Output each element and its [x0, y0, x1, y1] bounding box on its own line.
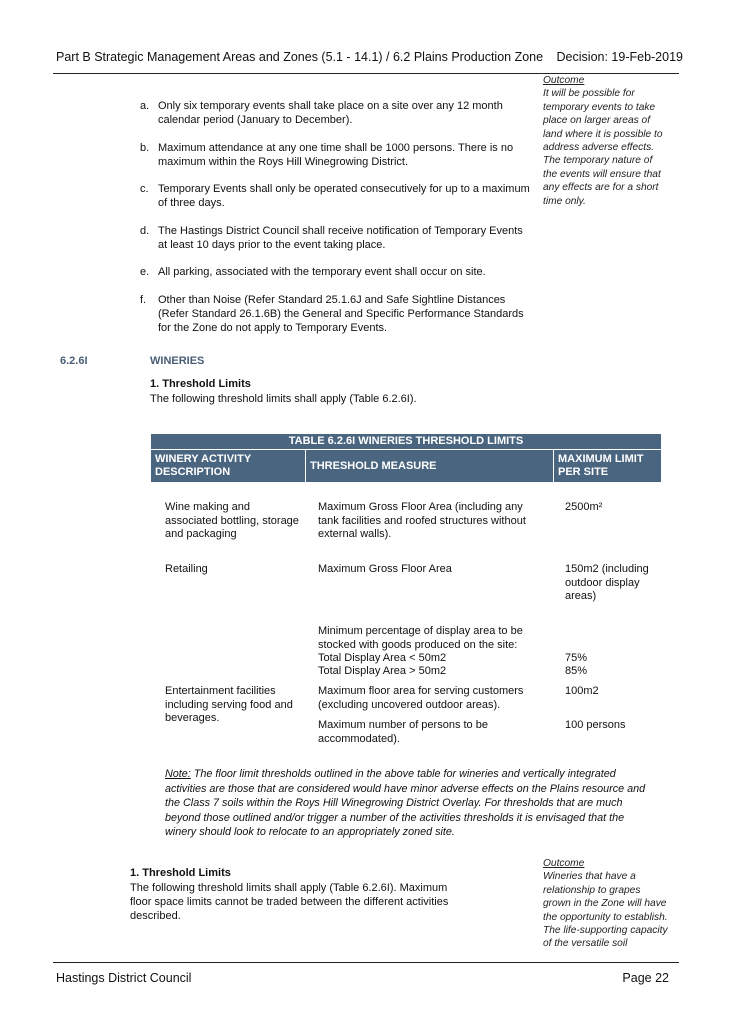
measure-display-large: Total Display Area > 50m2: [318, 665, 447, 677]
limit-winemaking: 2500m²: [565, 501, 603, 513]
decision-date: Decision: 19-Feb-2019: [556, 50, 683, 64]
measure-display: Minimum percentage of display area to be stocked with goods produced on the site:: [318, 625, 523, 651]
page-header-title: Part B Strategic Management Areas and Zones (5.1 - 14.1) / 6.2 Plains Production Zone: [56, 50, 544, 64]
list-item: e. All parking, associated with the temporary event shall occur on site.: [140, 266, 486, 278]
measure-entertainment-area: Maximum floor area for serving customers (excluding uncovered outdoor areas).: [318, 685, 524, 711]
table-title: TABLE 6.2.6I WINERIES THRESHOLD LIMITS: [151, 434, 661, 450]
outcome-note-top: [543, 74, 669, 208]
limit-entertainment-persons: 100 persons: [565, 719, 626, 731]
list-item: b. Maximum attendance at any one time shall be 1000 persons. There is no maximum within the Roys Hill Winegrowing District.: [140, 141, 514, 168]
section-number: 6.2.6I: [60, 355, 88, 367]
section-title: WINERIES: [150, 355, 205, 367]
column-header-activity: WINERY ACTIVITY DESCRIPTION: [151, 450, 306, 482]
temporary-events-conditions: [140, 99, 530, 348]
note-text: The floor limit thresholds outlined in the above table for wineries and vertically integrated activities are those that are considered would have minor adverse effects on the Plains resource and the Class 7 soils within the Roys Hill Winegrowing District Overlay. For thresholds that are much beyond those outlined and/or trigger a number of the activities thresholds it is envisaged that the winery should look to relocate to an appropriately zoned site.: [165, 768, 646, 839]
measure-retailing: Maximum Gross Floor Area: [318, 563, 452, 575]
table-header-row: [151, 450, 661, 482]
column-header-limit: MAXIMUM LIMIT PER SITE: [558, 453, 644, 478]
page-number: Page 22: [622, 971, 669, 985]
limit-retailing: 150m2 (including outdoor display areas): [565, 563, 649, 602]
note-label: Note:: [165, 768, 191, 780]
lower-threshold-subheading: 1. Threshold Limits: [130, 867, 231, 879]
threshold-subheading: 1. Threshold Limits: [150, 378, 251, 390]
limit-display-large: 85%: [565, 665, 588, 677]
list-item: f. Other than Noise (Refer Standard 25.1.6J and Safe Sightline Distances (Refer Standard 26.1.6B) the General and Specific Performance Standards for the Zone do not apply to Temporary Events.: [140, 293, 524, 334]
table-note: [165, 767, 653, 840]
footer-council-name: Hastings District Council: [56, 971, 192, 985]
measure-entertainment-persons: Maximum number of persons to be accommodated).: [318, 719, 488, 745]
footer-rule: [53, 962, 679, 963]
column-header-measure: THRESHOLD MEASURE: [306, 450, 554, 482]
measure-display-small: Total Display Area < 50m2: [318, 652, 447, 664]
outcome-text: It will be possible for temporary events to take place on larger areas of land where it is possible to address adverse effects. The temporary nature of the events will ensure that any effects are for a short time only.: [543, 88, 663, 207]
outcome-note-bottom: [543, 857, 669, 961]
limit-entertainment-area: 100m2: [565, 685, 599, 697]
outcome-label: Outcome: [543, 75, 585, 86]
list-item: c. Temporary Events shall only be operated consecutively for up to a maximum of three days.: [140, 183, 530, 209]
list-item: d. The Hastings District Council shall receive notification of Temporary Events at least 10 days prior to the event taking place.: [140, 224, 523, 251]
activity-entertainment: Entertainment facilities including serving food and beverages.: [165, 685, 293, 724]
measure-winemaking: Maximum Gross Floor Area (including any tank facilities and roofed structures without external walls).: [318, 501, 526, 540]
threshold-intro: The following threshold limits shall apply (Table 6.2.6I).: [150, 393, 417, 405]
list-item: a. Only six temporary events shall take place on a site over any 12 month calendar period (January to December).: [140, 100, 503, 126]
activity-winemaking: Wine making and associated bottling, storage and packaging: [165, 501, 299, 540]
lower-threshold-text: The following threshold limits shall apply (Table 6.2.6I). Maximum floor space limits cannot be traded between the different activities described.: [130, 882, 449, 922]
outcome-text: Wineries that have a relationship to grapes grown in the Zone will have the opportunity to establish. The life-supporting capacity of the versatile soil: [543, 871, 668, 950]
activity-retailing: Retailing: [165, 563, 208, 575]
limit-display-small: 75%: [565, 652, 588, 664]
outcome-label: Outcome: [543, 858, 585, 869]
wineries-threshold-table: [151, 434, 661, 482]
